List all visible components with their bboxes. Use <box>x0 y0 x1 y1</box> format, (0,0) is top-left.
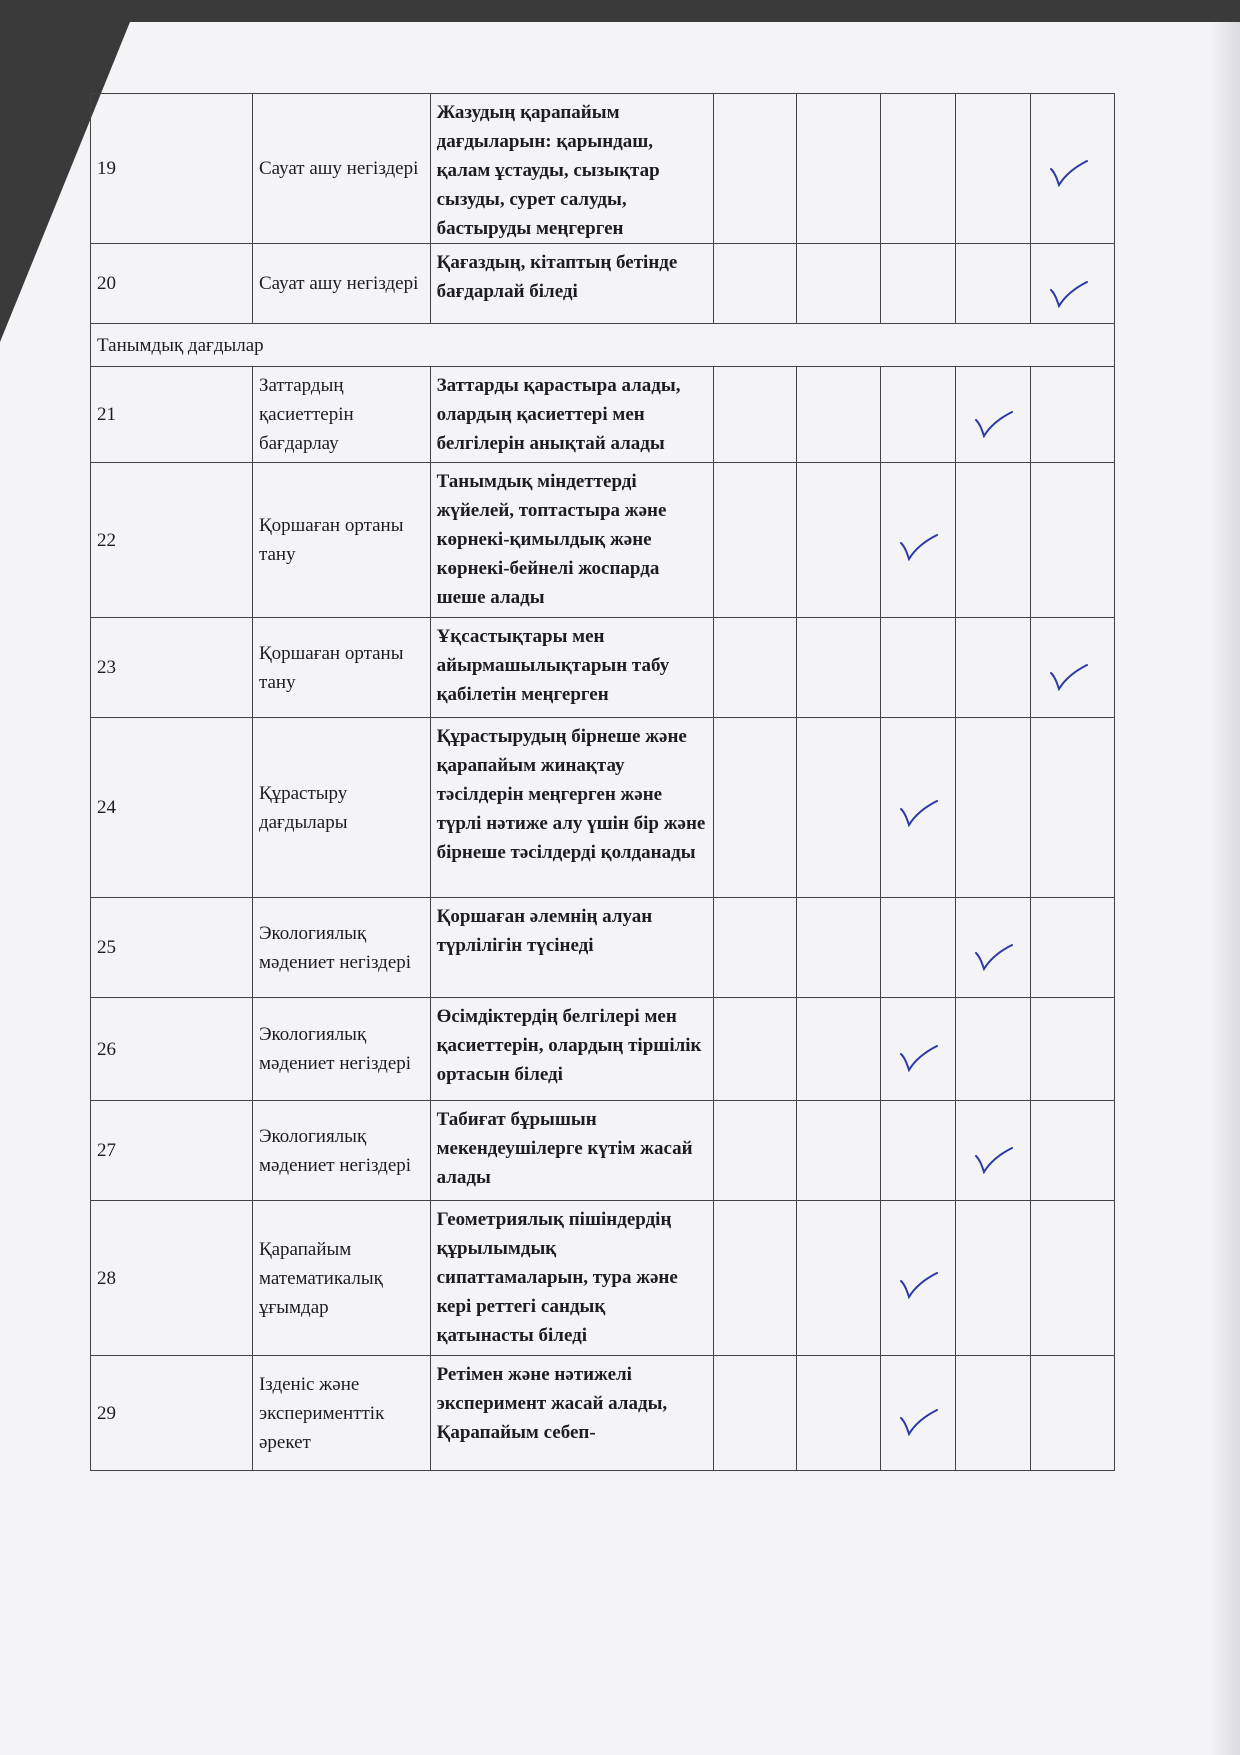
row-number: 29 <box>91 1356 253 1471</box>
assessment-cell <box>713 1101 797 1201</box>
skill-area: Экологиялық мәдениет негіздері <box>252 998 430 1101</box>
assessment-cell <box>956 94 1031 244</box>
assessment-cell <box>797 94 881 244</box>
handwritten-check-icon <box>1049 280 1089 308</box>
assessment-cell <box>956 618 1031 718</box>
table-row <box>91 718 1115 898</box>
handwritten-check-icon <box>899 1044 939 1072</box>
assessment-cell <box>880 1356 955 1471</box>
row-number: 24 <box>91 718 253 898</box>
handwritten-check-icon <box>899 533 939 561</box>
assessment-cell <box>956 998 1031 1101</box>
assessment-cell <box>1031 1101 1115 1201</box>
assessment-cell <box>956 463 1031 618</box>
row-number: 25 <box>91 898 253 998</box>
handwritten-check-icon <box>1049 159 1089 187</box>
skill-area: Экологиялық мәдениет негіздері <box>252 898 430 998</box>
assessment-cell <box>880 367 955 463</box>
assessment-cell <box>880 244 955 324</box>
table-row <box>91 998 1115 1101</box>
assessment-cell <box>956 367 1031 463</box>
skill-description: Өсімдіктердің белгілері мен қасиеттерін, олардың тіршілік ортасын біледі <box>430 998 713 1101</box>
skill-description: Құрастырудың бірнеше және қарапайым жинақтау тәсілдерін меңгерген және түрлі нәтиже алу үшін бір және бірнеше тәсілдерді қолданады <box>430 718 713 898</box>
assessment-cell <box>797 618 881 718</box>
assessment-cell <box>1031 244 1115 324</box>
skill-area: Қоршаған ортаны тану <box>252 618 430 718</box>
assessment-table <box>90 93 1115 1471</box>
assessment-cell <box>713 898 797 998</box>
assessment-cell <box>797 898 881 998</box>
assessment-cell <box>713 1201 797 1356</box>
assessment-cell <box>1031 1356 1115 1471</box>
table-row <box>91 618 1115 718</box>
table-row <box>91 463 1115 618</box>
skill-area: Сауат ашу негіздері <box>252 244 430 324</box>
assessment-cell <box>797 1201 881 1356</box>
skill-area: Қарапайым математикалық ұғымдар <box>252 1201 430 1356</box>
table-row <box>91 1356 1115 1471</box>
row-number: 23 <box>91 618 253 718</box>
row-number: 20 <box>91 244 253 324</box>
table-row <box>91 244 1115 324</box>
skill-description: Танымдық міндеттерді жүйелей, топтастыра және көрнекі-қимылдық және көрнекі-бейнелі жоспарда шеше алады <box>430 463 713 618</box>
assessment-cell <box>1031 367 1115 463</box>
table-row <box>91 94 1115 244</box>
assessment-cell <box>956 244 1031 324</box>
row-number: 26 <box>91 998 253 1101</box>
assessment-cell <box>797 998 881 1101</box>
skill-description: Ұқсастықтары мен айырмашылықтарын табу қабілетін меңгерген <box>430 618 713 718</box>
assessment-cell <box>880 998 955 1101</box>
assessment-cell <box>713 367 797 463</box>
handwritten-check-icon <box>899 1271 939 1299</box>
skill-description: Табиғат бұрышын мекендеушілерге күтім жасай алады <box>430 1101 713 1201</box>
assessment-cell <box>956 1201 1031 1356</box>
assessment-cell <box>1031 94 1115 244</box>
table-body <box>91 94 1115 1471</box>
table-row <box>91 1101 1115 1201</box>
skill-description: Ретімен және нәтижелі эксперимент жасай алады, Қарапайым себеп- <box>430 1356 713 1471</box>
assessment-cell <box>797 1356 881 1471</box>
handwritten-check-icon <box>1049 663 1089 691</box>
assessment-cell <box>713 718 797 898</box>
assessment-cell <box>1031 998 1115 1101</box>
assessment-cell <box>713 998 797 1101</box>
skill-description: Қоршаған әлемнің алуан түрлілігін түсінеді <box>430 898 713 998</box>
row-number: 22 <box>91 463 253 618</box>
assessment-cell <box>1031 1201 1115 1356</box>
assessment-cell <box>880 898 955 998</box>
assessment-cell <box>880 618 955 718</box>
assessment-cell <box>1031 618 1115 718</box>
section-row <box>91 324 1115 367</box>
skill-description: Заттарды қарастыра алады, олардың қасиеттері мен белгілерін анықтай алады <box>430 367 713 463</box>
assessment-cell <box>713 244 797 324</box>
assessment-cell <box>713 618 797 718</box>
assessment-cell <box>956 1356 1031 1471</box>
skill-area: Заттардың қасиеттерін бағдарлау <box>252 367 430 463</box>
skill-description: Жазудың қарапайым дағдыларын: қарындаш, қалам ұстауды, сызықтар сызуды, сурет салуды, бастыруды меңгерген <box>430 94 713 244</box>
row-number: 19 <box>91 94 253 244</box>
row-number: 27 <box>91 1101 253 1201</box>
assessment-cell <box>1031 463 1115 618</box>
assessment-cell <box>880 1101 955 1201</box>
handwritten-check-icon <box>974 410 1014 438</box>
assessment-cell <box>880 94 955 244</box>
assessment-cell <box>797 1101 881 1201</box>
skill-area: Құрастыру дағдылары <box>252 718 430 898</box>
assessment-cell <box>797 367 881 463</box>
row-number: 28 <box>91 1201 253 1356</box>
handwritten-check-icon <box>974 943 1014 971</box>
assessment-cell <box>880 463 955 618</box>
assessment-cell <box>1031 898 1115 998</box>
assessment-cell <box>956 718 1031 898</box>
handwritten-check-icon <box>974 1146 1014 1174</box>
assessment-cell <box>1031 718 1115 898</box>
table-row <box>91 367 1115 463</box>
table-row <box>91 1201 1115 1356</box>
table-row <box>91 898 1115 998</box>
skill-area: Сауат ашу негіздері <box>252 94 430 244</box>
assessment-cell <box>797 718 881 898</box>
handwritten-check-icon <box>899 1408 939 1436</box>
assessment-cell <box>797 463 881 618</box>
handwritten-check-icon <box>899 799 939 827</box>
assessment-cell <box>713 463 797 618</box>
skill-area: Экологиялық мәдениет негіздері <box>252 1101 430 1201</box>
assessment-cell <box>880 718 955 898</box>
row-number: 21 <box>91 367 253 463</box>
assessment-cell <box>880 1201 955 1356</box>
assessment-cell <box>956 1101 1031 1201</box>
section-heading: Танымдық дағдылар <box>91 324 1115 367</box>
skill-area: Ізденіс және эксперименттік әрекет <box>252 1356 430 1471</box>
skill-area: Қоршаған ортаны тану <box>252 463 430 618</box>
assessment-cell <box>956 898 1031 998</box>
assessment-cell <box>713 1356 797 1471</box>
assessment-cell <box>713 94 797 244</box>
assessment-cell <box>797 244 881 324</box>
skill-description: Геометриялық пішіндердің құрылымдық сипаттамаларын, тура және кері реттегі сандық қатынасты біледі <box>430 1201 713 1356</box>
skill-description: Қағаздың, кітаптың бетінде бағдарлай біледі <box>430 244 713 324</box>
